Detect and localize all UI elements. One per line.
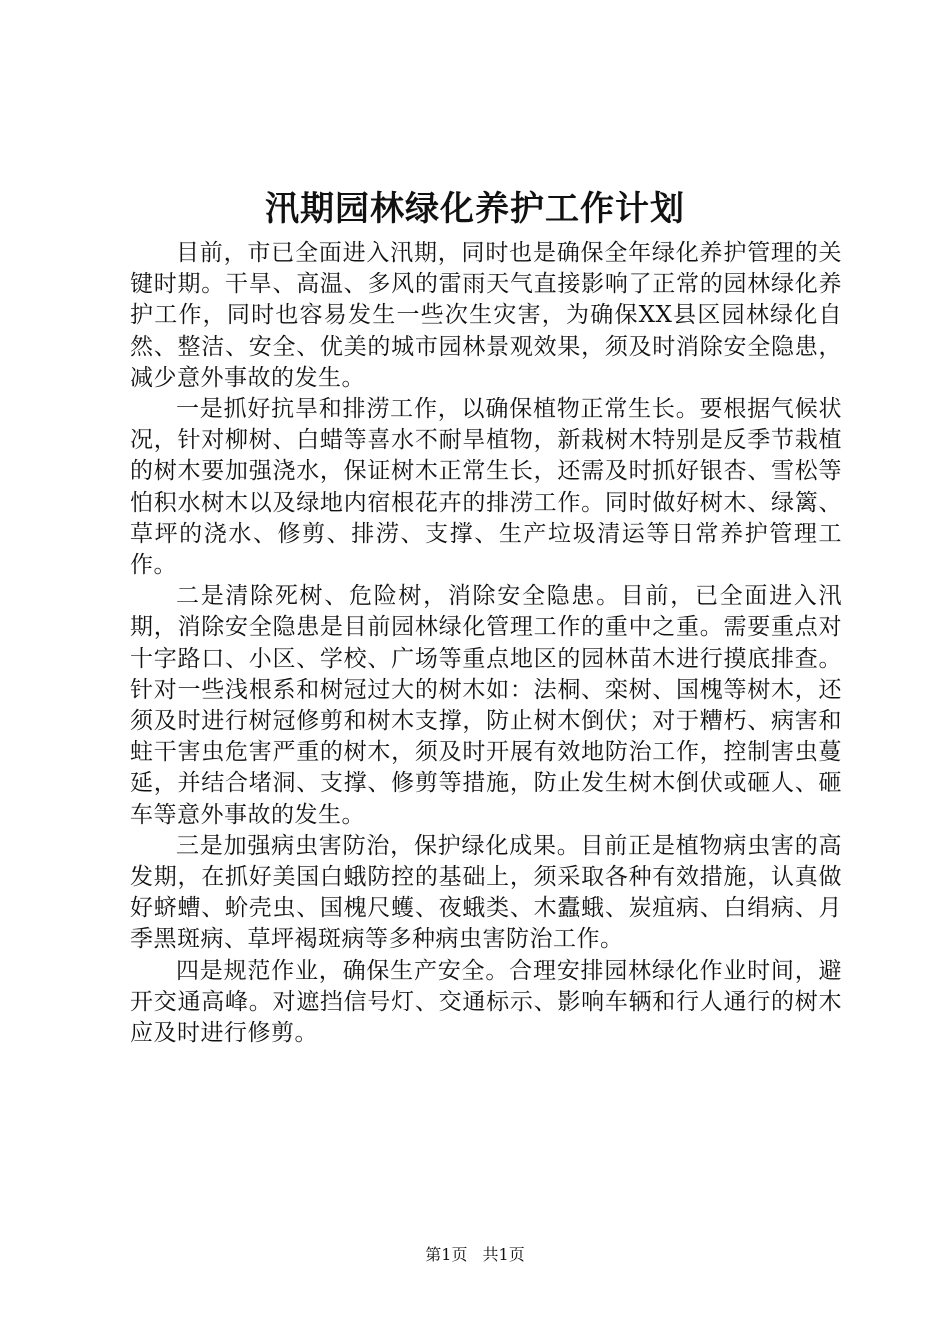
paragraph-pest-control: 三是加强病虫害防治，保护绿化成果。目前正是植物病虫害的高发期，在抓好美国白蛾防控的基础上，须采取各种有效措施，认真做好蛴螬、蚧壳虫、国槐尺蠖、夜蛾类、木蠹蛾、炭疽病、白绢病、月季黑斑病、草坪褐斑病等多种病虫害防治工作。 [130,832,842,953]
paragraph-drought-drainage: 一是抓好抗旱和排涝工作，以确保植物正常生长。要根据气候状况，针对柳树、白蜡等喜水不耐旱植物，新栽树木特别是反季节栽植的树木要加强浇水，保证树木正常生长，还需及时抓好银杏、雪松等怕积水树木以及绿地内宿根花卉的排涝工作。同时做好树木、绿篱、草坪的浇水、修剪、排涝、支撑、生产垃圾清运等日常养护管理工作。 [130,396,842,579]
document-body [130,238,842,1049]
page-number: 第1页 [425,1245,468,1264]
paragraph-dead-trees: 二是清除死树、危险树，消除安全隐患。目前，已全面进入汛期，消除安全隐患是目前园林绿化管理工作的重中之重。需要重点对十字路口、小区、学校、广场等重点地区的园林苗木进行摸底排查。针对一些浅根系和树冠过大的树木如：法桐、栾树、国槐等树木，还须及时进行树冠修剪和树木支撑，防止树木倒伏；对于糟朽、病害和蛀干害虫危害严重的树木，须及时开展有效地防治工作，控制害虫蔓延，并结合堵洞、支撑、修剪等措施，防止发生树木倒伏或砸人、砸车等意外事故的发生。 [130,583,842,828]
paragraph-intro: 目前，市已全面进入汛期，同时也是确保全年绿化养护管理的关键时期。干旱、高温、多风的雷雨天气直接影响了正常的园林绿化养护工作，同时也容易发生一些次生灾害，为确保XX县区园林绿化自然、整洁、安全、优美的城市园林景观效果，须及时消除安全隐患，减少意外事故的发生。 [130,240,842,391]
paragraph-safety: 四是规范作业，确保生产安全。合理安排园林绿化作业时间，避开交通高峰。对遮挡信号灯、交通标示、影响车辆和行人通行的树木应及时进行修剪。 [130,957,842,1047]
page-total: 共1页 [482,1245,525,1264]
document-title: 汛期园林绿化养护工作计划 [265,189,685,229]
page-footer [0,1244,950,1266]
